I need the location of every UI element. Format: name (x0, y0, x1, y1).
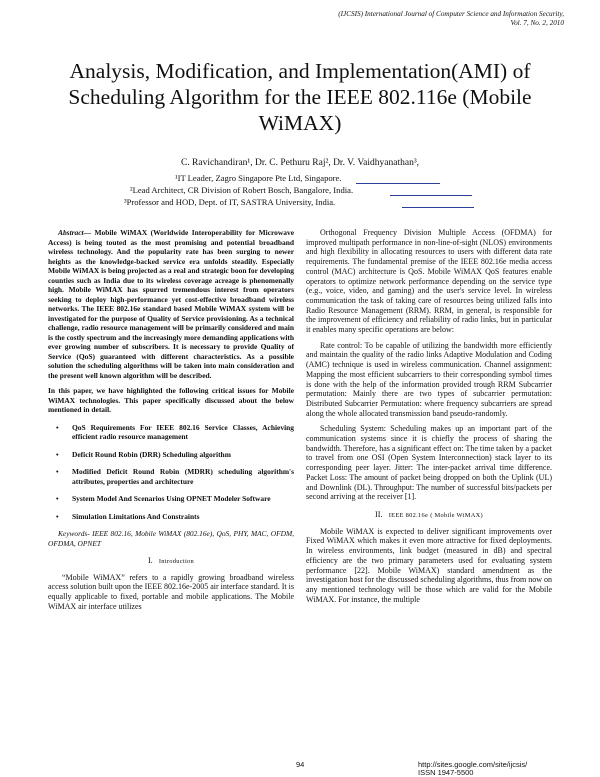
keywords: Keywords- IEEE 802.16, Mobile WiMAX (802.16e), QoS, PHY, MAC, OFDM, OFDMA, OPNET (48, 529, 294, 548)
abstract-lead: Abstract— (58, 228, 92, 237)
title-line-3: WiMAX) (258, 111, 342, 135)
abstract-text: Mobile WiMAX (Worldwide Interoperability for Microwave Access) is being touted as the most promising and potential broadband wireless technology. And the popularity rate has been surging to newer heights as the knowledge-backed service era unfolds steadily. Especially Mobile WiMAX is being projected as a real and strategic boon for developing counties such as India due to its wireless coverage acreage is phenomenally high. Mobile WiMAX has spurred tremendous interest from operators seeking to deploy high-performance yet cost-effective broadband wireless networks. The IEEE 802.16e standard based Mobile WiMAX system will be investigated for the purpose of Quality of Service provisioning. As a technical challenge, radio resource management will be primarily considered and main is the costly spectrum and the increasingly more demanding applications with ever growing number of subscribers. It is necessary to provide Quality of Service (QoS) guaranteed with different characteristics. As a possible solution the scheduling algorithms will be taken into main consideration and the present well known algorithm will be described. (48, 228, 294, 380)
list-item: • QoS Requirements For IEEE 802.16 Service Classes, Achieving efficient radio resource management (56, 422, 294, 441)
bullet-icon: • (56, 467, 59, 476)
journal-volume: Vol. 7, No. 2, 2010 (510, 19, 564, 27)
title-line-1: Analysis, Modification, and Implementation(AMI) of (69, 59, 531, 83)
email-link-3[interactable] (402, 207, 474, 208)
bullet-icon: • (56, 511, 59, 521)
footer-url[interactable]: http://sites.google.com/site/ijcsis/ (418, 760, 528, 769)
bullet-icon: • (56, 422, 59, 432)
affiliation-1: ¹IT Leader, Zagro Singapore Pte Ltd, Singapore. (175, 173, 342, 183)
author-list: C. Ravichandiran¹, Dr. C. Pethuru Raj², Dr. V. Vaidhyanathan³, (180, 158, 420, 168)
email-link-2[interactable] (390, 195, 472, 196)
intro-paragraph: “Mobile WiMAX” refers to a rapidly growing broadband wireless access solution built upon the IEEE 802.16e-2005 air interface standard. It is equally applicable to fixed, portable and mobile applications. The Mobile WiMAX air interface utilizes (48, 572, 294, 611)
paragraph-mobile-wimax: Mobile WiMAX is expected to deliver significant improvements over Fixed WiMAX which makes it even more attractive for fixed deployments. In wireless environments, link budget (measured in dB) and spectral efficiency are the two primary parameters used for evaluating system performance [22]. Mobile WiMAX) standard amendment as the investigation host for the discussed scheduling algorithms, thus from now on any mentioned technology will be those which are valid for the Mobile WiMAX. For instance, the multiple (306, 526, 552, 604)
list-item: • Simulation Limitations And Constraints (56, 511, 200, 521)
section-heading-1: I. Introduction (147, 556, 195, 565)
abstract-para-2: In this paper, we have highlighted the following critical issues for Mobile WiMAX technologies. This paper specifically discussed about the below mentioned in detail. (48, 386, 294, 414)
affiliation-2: ²Lead Architect, CR Division of Robert Bosch, Bangalore, India. (130, 185, 354, 195)
email-link-1[interactable] (356, 183, 440, 184)
issue-list (48, 423, 294, 522)
paragraph-rate-control: Rate control: To be capable of utilizing the bandwidth more efficiently and maintain the quality of the radio links Adaptive Modulation and Coding (AMC) technique is used in wireless communication. Channel assignment: Mapping the most efficient subcarriers to their corresponding symbol times is done with the help of the information provided trough RRM Subcarrier permutation: Mainly there are two types of subcarrier permutation: Distributed Subcarrier Permutation: where frequency subcarriers are spread along the whole allocated transmission band pseudo-randomly. (306, 340, 552, 418)
list-item: • System Model And Scenarios Using OPNET Modeler Software (56, 494, 271, 503)
list-item: • Modified Deficit Round Robin (MDRR) scheduling algorithm's attributes, properties and architecture (56, 467, 294, 486)
footer-issn: ISSN 1947-5500 (418, 768, 474, 777)
journal-header (244, 10, 564, 28)
page-number: 94 (296, 760, 305, 769)
bullet-icon: • (56, 449, 59, 459)
paragraph-scheduling: Scheduling System: Scheduling makes up an important part of the communication systems since it is chiefly the process of sharing the bandwidth. Therefore, has a significant effect on: The time taken by a packet to travel from one OSI (Open System Interconnection) stack layer to its corresponding peer layer. Jitter: The inter-packet arrival time difference. Packet Loss: The amount of packet being dropped on both the Uplink (UL) and Downlink (DL). Throughput: The number of successful bits/packets per second arriving at the receiver [1]. (306, 424, 552, 502)
abstract (48, 228, 294, 380)
affiliation-3: ³Professor and HOD, Dept. of IT, SASTRA University, India. (124, 197, 336, 207)
left-column (48, 228, 294, 618)
title-line-2: Scheduling Algorithm for the IEEE 802.116e (Mobile (68, 85, 532, 109)
bullet-icon: • (56, 494, 59, 503)
section-heading-2: II. IEEE 802.16e ( Mobile WiMAX) (375, 509, 483, 519)
right-column (306, 228, 552, 610)
list-item: • Deficit Round Robin (DRR) Scheduling algorithm (56, 449, 231, 459)
paragraph-ofdma: Orthogonal Frequency Division Multiple Access (OFDMA) for improved multipath performance in non-line-of-sight (NLOS) environments and high flexibility in allocating resources to users with different data rate requirements. The fundamental premise of the IEEE 802.16e media access control (MAC) architecture is QoS. Mobile WiMAX QoS features enable operators to optimize network performance depending on the service type (e.g., voice, video, and gaming) and the user's service level. In wireless communication the task of taking care of resources being utilized falls into Radio Resource Management (RRM). RRM, in general, is responsible for the improvement of efficiency and reliability of radio links, but in particular it enables many specific operations are below: (306, 228, 552, 335)
paper-title (30, 58, 570, 136)
journal-name: (IJCSIS) International Journal of Computer Science and Information Security, (338, 10, 564, 18)
